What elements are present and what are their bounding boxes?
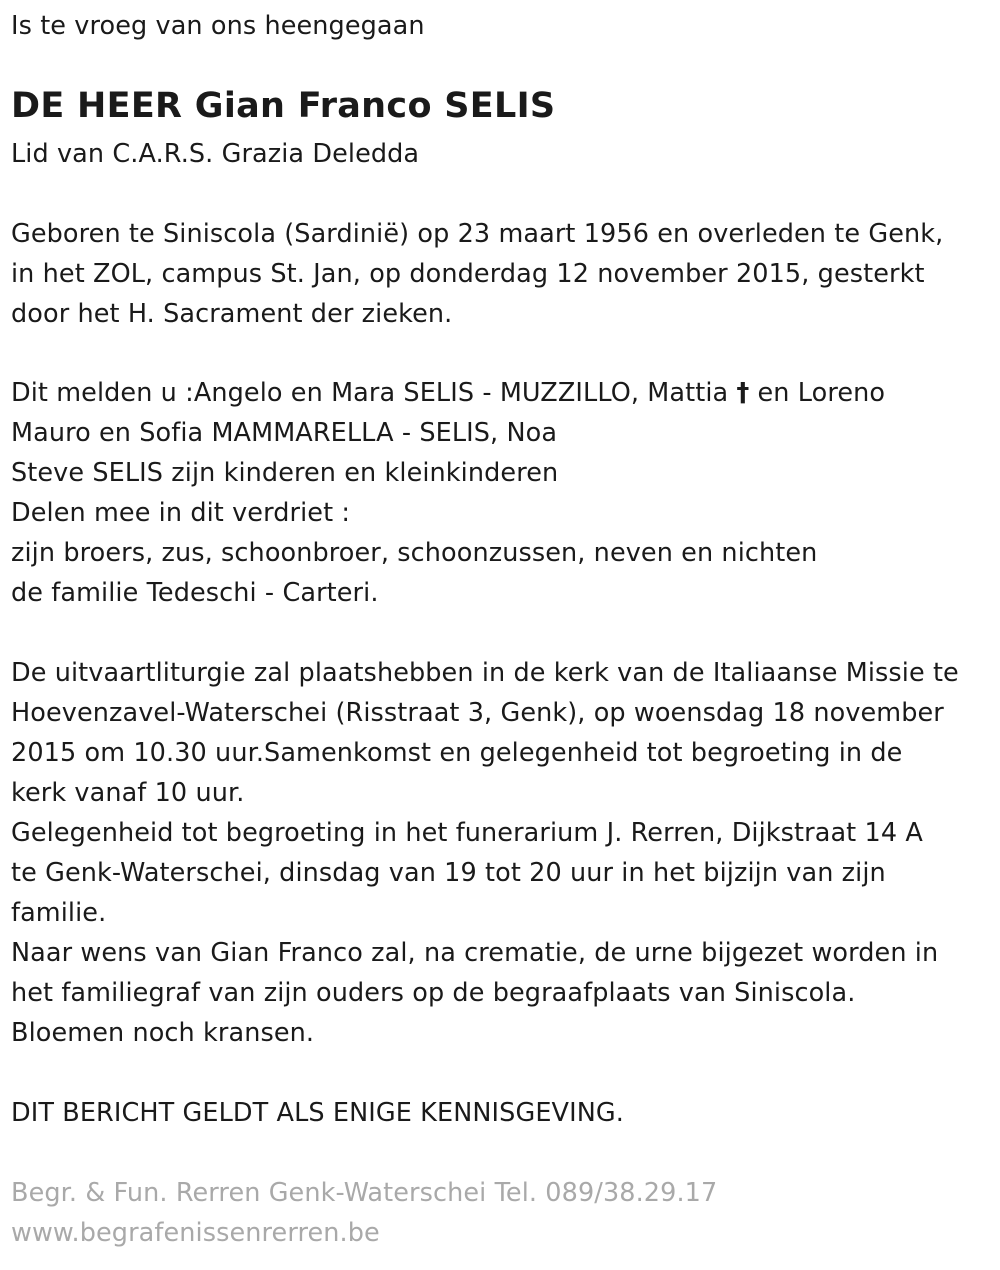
birth-line: Geboren te Siniscola (Sardinië) op 23 maart 1956 en overleden te Genk,	[11, 219, 944, 249]
funeral-paragraph	[11, 653, 959, 1053]
funeral-line: Naar wens van Gian Franco zal, na crematie, de urne bijgezet worden in	[11, 938, 939, 968]
family-line: Mauro en Sofia MAMMARELLA - SELIS, Noa	[11, 418, 558, 448]
funeral-line: 2015 om 10.30 uur.Samenkomst en gelegenheid tot begroeting in de	[11, 738, 903, 768]
cross-icon: †	[736, 378, 750, 408]
deceased-name: DE HEER Gian Franco SELIS	[11, 86, 556, 126]
family-paragraph	[11, 373, 885, 613]
official-notice: DIT BERICHT GELDT ALS ENIGE KENNISGEVING.	[11, 1098, 624, 1128]
funeral-home-info: Begr. & Fun. Rerren Genk-Waterschei Tel. 089/38.29.17	[11, 1178, 718, 1208]
birth-death-paragraph	[11, 214, 943, 334]
birth-line: in het ZOL, campus St. Jan, op donderdag 12 november 2015, gesterkt	[11, 259, 925, 289]
funeral-line: te Genk-Waterschei, dinsdag van 19 tot 20 uur in het bijzijn van zijn	[11, 858, 886, 888]
family-line: de familie Tedeschi - Carteri.	[11, 578, 379, 608]
family-line-first	[11, 373, 885, 413]
website-link[interactable]: www.begrafenissenrerren.be	[11, 1218, 380, 1248]
funeral-line: Gelegenheid tot begroeting in het funerarium J. Rerren, Dijkstraat 14 A	[11, 818, 923, 848]
family-text-after-cross: en Loreno	[749, 378, 886, 408]
footer	[11, 1173, 717, 1253]
funeral-line: kerk vanaf 10 uur.	[11, 778, 245, 808]
family-line: Steve SELIS zijn kinderen en kleinkinderen	[11, 458, 559, 488]
funeral-line: Hoevenzavel-Waterschei (Risstraat 3, Genk), op woensdag 18 november	[11, 698, 944, 728]
family-text-before-cross: Dit melden u :Angelo en Mara SELIS - MUZZILLO, Mattia	[11, 378, 737, 408]
family-line: zijn broers, zus, schoonbroer, schoonzussen, neven en nichten	[11, 538, 818, 568]
funeral-line: het familiegraf van zijn ouders op de begraafplaats van Siniscola.	[11, 978, 856, 1008]
funeral-line: Bloemen noch kransen.	[11, 1018, 315, 1048]
family-line: Delen mee in dit verdriet :	[11, 498, 351, 528]
intro-text: Is te vroeg van ons heengegaan	[11, 11, 425, 41]
funeral-line: familie.	[11, 898, 107, 928]
membership-text: Lid van C.A.R.S. Grazia Deledda	[11, 139, 420, 169]
funeral-line: De uitvaartliturgie zal plaatshebben in de kerk van de Italiaanse Missie te	[11, 658, 959, 688]
birth-line: door het H. Sacrament der zieken.	[11, 299, 453, 329]
